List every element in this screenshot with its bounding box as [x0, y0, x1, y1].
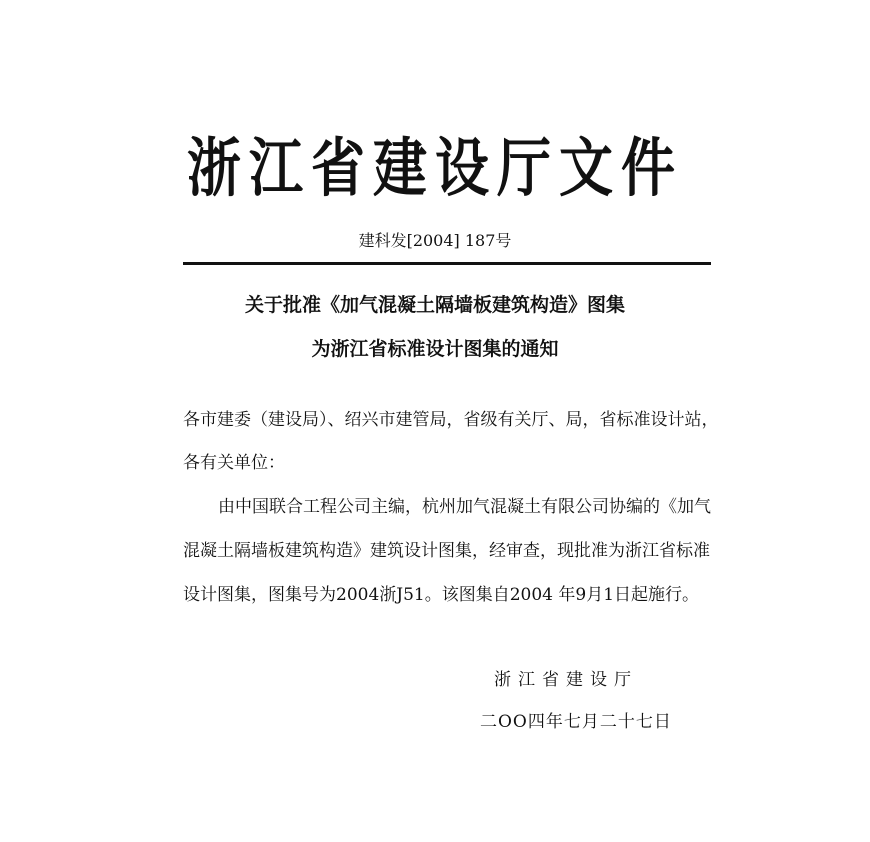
body-paragraph-line-1: 由中国联合工程公司主编，杭州加气混凝土有限公司协编的《加气: [218, 497, 711, 517]
masthead-title: 浙江省建设厅文件: [187, 130, 683, 206]
body-paragraph-line-3: 设计图集，图集号为2004浙J51。该图集自2004 年9月1日起施行。: [183, 585, 700, 605]
notice-title-line-1: 关于批准《加气混凝土隔墙板建筑构造》图集: [244, 294, 625, 316]
document-number: 建科发[2004] 187号: [358, 231, 512, 250]
body-paragraph-line-2: 混凝土隔墙板建筑构造》建筑设计图集，经审查，现批准为浙江省标准: [183, 541, 710, 561]
issue-date: 二OO四年七月二十七日: [480, 712, 672, 732]
addressee-line-1: 各市建委（建设局）、绍兴市建管局，省级有关厅、局，省标准设计站，: [183, 410, 719, 430]
notice-title-line-2: 为浙江省标准设计图集的通知: [311, 338, 559, 360]
addressee-line-2: 各有关单位：: [183, 453, 285, 473]
header-rule: [183, 262, 711, 265]
issuer-signature: 浙江省建设厅: [494, 670, 638, 690]
